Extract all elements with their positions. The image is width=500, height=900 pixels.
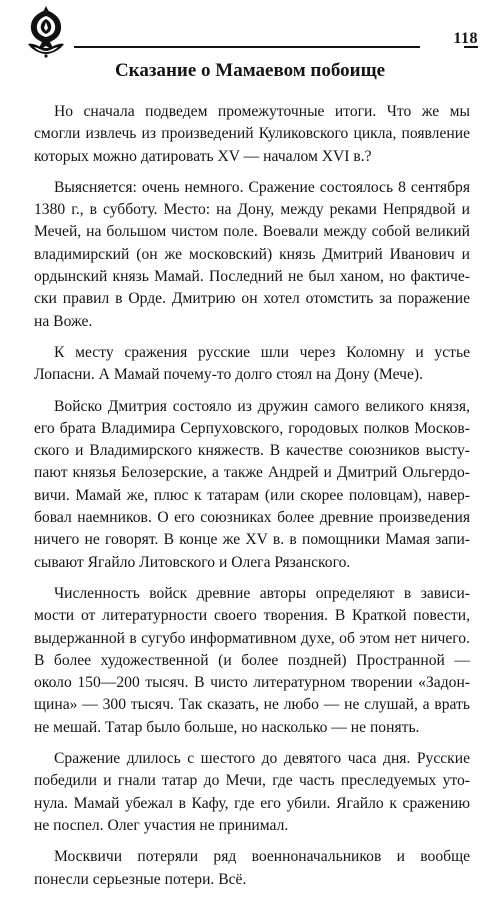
paragraph: Но сначала подведем промежуточные итоги. Что же мы смогли извлечь из произведений Куликовского цикла, появление которых можно датировать XV — началом XVI в.? [34,103,470,165]
body-text [34,101,470,900]
paragraph: Москвичи потеряли ряд военноначальников и вообще понесли серьезные потери. Всё. [34,848,470,888]
page-number-rule [464,46,478,48]
paragraph: Выясняется: очень немного. Сражение состоялось 8 сентября 1380 г., в субботу. Место: на Дону, между реками Непрядвой и Мечей, на большом чистом поле. Воевали между собой великий владимирский (он же московский) князь Дмитрий Иванович и ордынский князь Мамай. Последний не был ханом, но фактически правил в Орде. Дмитрию он хотел отомстить за поражение на Воже. [34,178,470,330]
page-number: 118 [453,30,478,47]
paragraph: К месту сражения русские шли через Коломну и устье Лопасни. А Мамай почему-то долго стоял на Дону (Мече). [34,343,470,384]
running-head-rule [74,46,420,48]
paragraph: Сражение длилось с шестого до девятого часа дня. Русские победили и гнали татар до Мечи, где часть преследуемых утонула. Мамай убежал в Кафу, где его убили. Ягайло к сражению не поспел. Олег участия не принимал. [34,750,470,834]
paragraph: Войско Дмитрия состояло из дружин самого великого князя, его брата Владимира Серпуховского, городовых полков Московского и Владимирского княжеств. В качестве союзников выступают князья Белозерские, а также Андрей и Дмитрий Ольгердовичи. Мамай же, плюс к татарам (или скорее половцам), навербовал наемников. О его союзниках более древние произведения ничего не говорят. В конце же XV в. в помощники Мамая записывают Ягайло Литовского и Олега Рязанского. [34,397,470,571]
paragraph: Численность войск древние авторы определяют в зависимости от литературности своего творения. В Краткой повести, выдержанной в сугубо информативном духе, об этом нет ничего. В более художественной (и более поздней) Пространной — около 150—200 тысяч. В чисто литературном творении «Задонщина» — 300 тысяч. Так сказать, не любо — не слушай, а врать не мешай. Татар было больше, но насколько — не понять. [34,584,470,736]
ornamental-emblem-icon [24,4,68,58]
chapter-title: Сказание о Мамаевом побоище [114,60,386,81]
